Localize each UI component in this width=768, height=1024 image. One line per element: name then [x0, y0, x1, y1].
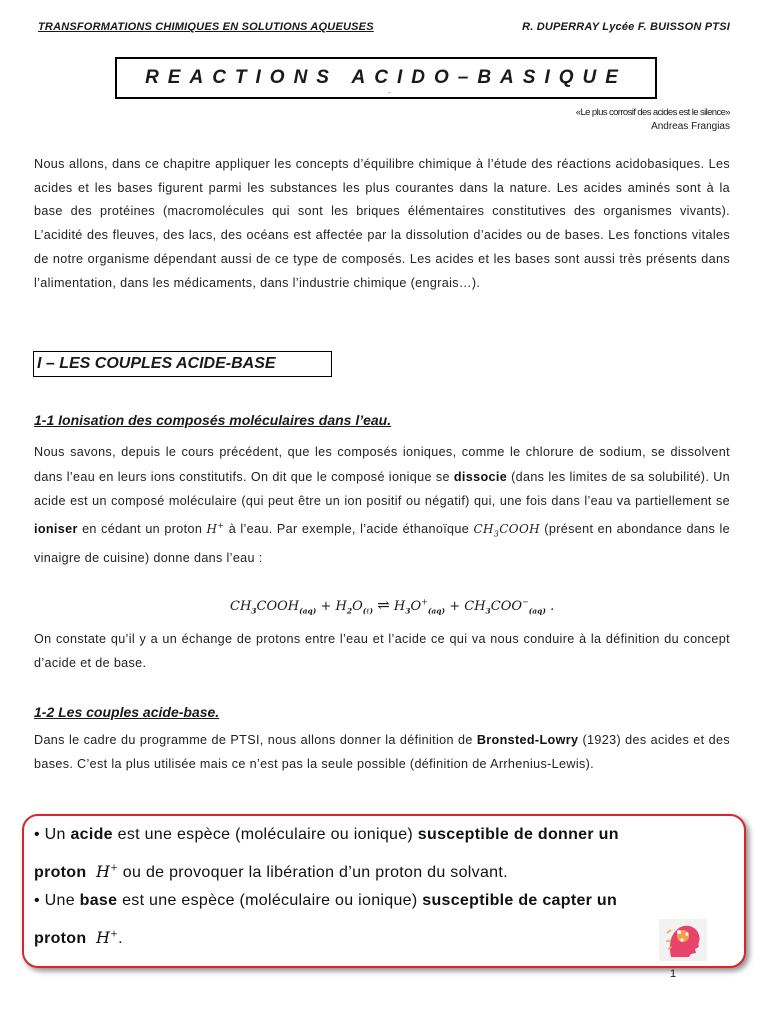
text: à l’eau. Par exemple, l’acide éthanoïque	[224, 521, 474, 536]
intro-paragraph: Nous allons, dans ce chapitre appliquer les concepts d’équilibre chimique à l’étude des réactions acidobasiques. Les acides et les bases figurent parmi les substances les plus courantes dans la nature. Les acides aminés sont à la base des protéines (macromolécules qui sont les briques élémentaires constitutives des organismes vivants). L’acidité des fleuves, des lacs, des océans est affectée par la dissolution d’acides ou de bases. Les fonctions vitales de notre organisme dépendant aussi de ce type de composés. Les acides et les bases sont aussi très présents dans l’alimentation, dans les médicaments, dans l’industrie chimique (engrais…).	[34, 157, 730, 290]
page-header	[38, 21, 730, 35]
ionisation-equation: $CH_3COOH_{(aq)} + H_2O_{(\ell)}$ ⇌ $H_3O^+_{(aq)} + CH_3COO^-_{(aq)}$ .	[230, 596, 555, 616]
subsection-heading-1: 1-1 Ionisation des composés moléculaires dans l’eau.	[34, 412, 392, 428]
bold-dissocie: dissocie	[453, 469, 508, 484]
quote-text: «Le plus corrosif des acides est le silence»	[575, 107, 730, 118]
chapter-title: REACTIONS ACIDO–BASIQUE	[115, 57, 657, 99]
definition-base-line2: proton H+.	[34, 928, 123, 947]
paragraph-ionisation	[34, 440, 730, 571]
proton-symbol: H+	[95, 862, 119, 881]
paragraph-exchange: On constate qu’il y a un échange de protons entre l’eau et l’acide ce qui va nous conduire à la définition du concept d’acide et de base.	[34, 632, 730, 670]
subsection-heading-2: 1-2 Les couples acide-base.	[34, 704, 220, 720]
header-author: R. DUPERRAY Lycée F. BUISSON PTSI	[522, 21, 730, 33]
text: (présent en abondance dans le vinaigre de cuisine) donne dans l’eau :	[34, 521, 730, 566]
text: (1923) des acides et des bases. C’est la plus utilisée mais ce n’est pas la seule possible (définition de Arrhenius-Lewis).	[34, 733, 730, 771]
quote-author: Andreas Frangias	[651, 121, 730, 132]
text: Nous savons, depuis le cours précédent, que les composés ioniques, comme le chlorure de sodium, se dissolvent dans l’eau en leurs ions constitutifs. On dit que le composé ionique se	[34, 445, 730, 484]
text: Dans le cadre du programme de PTSI, nous allons donner la définition de	[34, 733, 477, 747]
equilibrium-arrow: ⇌	[377, 596, 390, 614]
acid-formula: $CH_3COOH$	[473, 521, 540, 538]
definition-base-line1: • Une base est une espèce (moléculaire ou ionique) susceptible de capter un	[34, 892, 618, 909]
brain-head-icon	[659, 919, 707, 961]
bold-bronsted-lowry: Bronsted-Lowry	[476, 733, 579, 747]
proton-symbol: H+	[206, 520, 225, 536]
definition-acid-line1: • Un acide est une espèce (moléculaire ou ionique) susceptible de donner un	[34, 826, 619, 843]
header-course-title: TRANSFORMATIONS CHIMIQUES EN SOLUTIONS AQUEUSES	[38, 21, 374, 33]
definition-acid-line2: proton H+ ou de provoquer la libération d’un proton du solvant.	[34, 862, 508, 881]
epigraph	[576, 106, 730, 134]
proton-symbol: H+	[95, 928, 119, 947]
title-dash: -	[388, 88, 391, 97]
page-number: 1	[670, 968, 677, 980]
text: en cédant un proton	[77, 521, 207, 536]
paragraph-bronsted	[34, 729, 730, 776]
section-heading: I – LES COUPLES ACIDE-BASE	[33, 351, 332, 377]
text: (dans les limites de sa solubilité). Un acide est un composé moléculaire (qui peut être un ion positif ou négatif) qui, une fois dans l’eau va partiellement se	[34, 469, 730, 508]
bold-ioniser: ioniser	[34, 521, 78, 536]
